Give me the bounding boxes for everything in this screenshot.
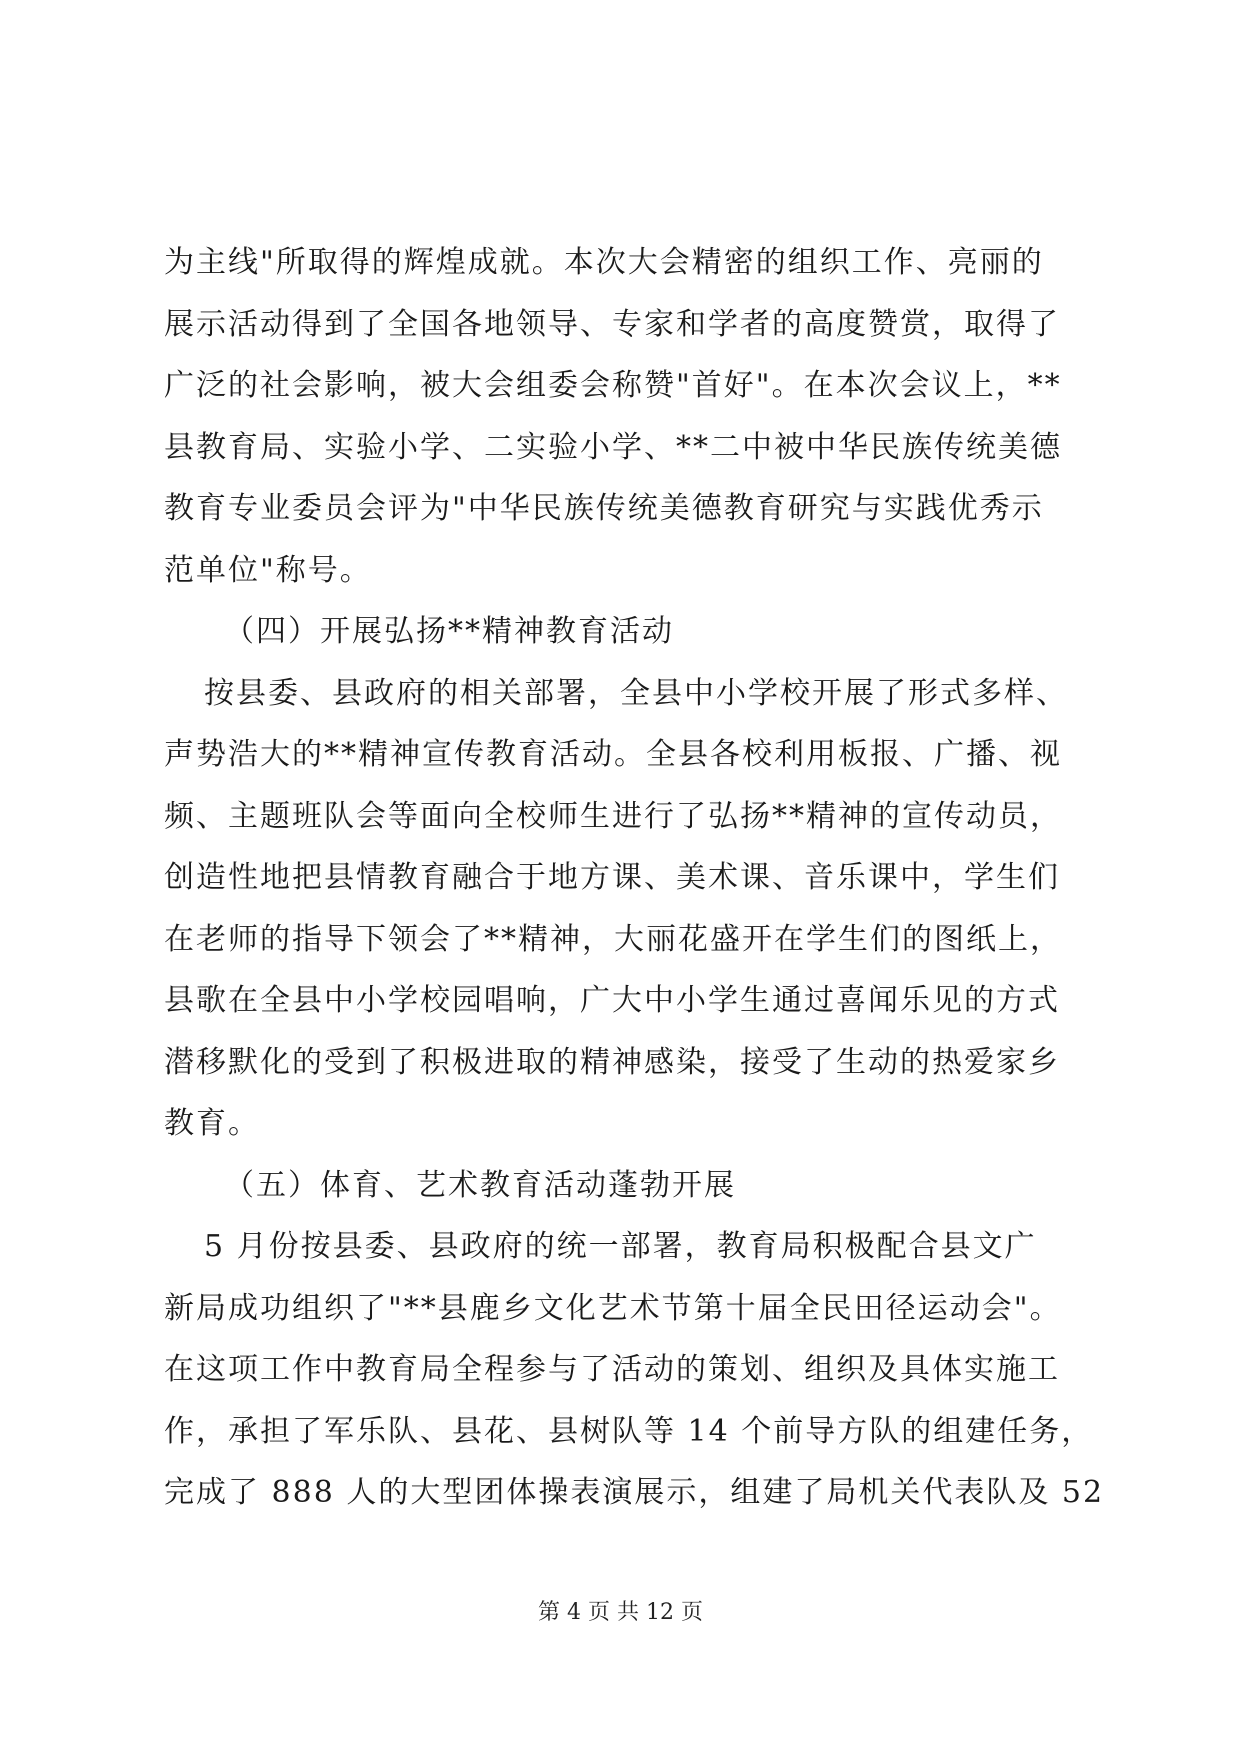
body-line: 为主线"所取得的辉煌成就。本次大会精密的组织工作、亮丽的 bbox=[164, 245, 1044, 280]
body-line: 教育。 bbox=[164, 1106, 260, 1141]
body-line: 频、主题班队会等面向全校师生进行了弘扬**精神的宣传动员， bbox=[164, 798, 1062, 834]
body-line: 声势浩大的**精神宣传教育活动。全县各校利用板报、广播、视 bbox=[164, 737, 1062, 772]
body-line: 县教育局、实验小学、二实验小学、**二中被中华民族传统美德 bbox=[164, 429, 1062, 465]
body-line: 创造性地把县情教育融合于地方课、美术课、音乐课中，学生们 bbox=[164, 860, 1060, 895]
paragraph-first-line: 按县委、县政府的相关部署，全县中小学校开展了形式多样、 bbox=[204, 675, 1068, 711]
body-line: 教育专业委员会评为"中华民族传统美德教育研究与实践优秀示 bbox=[164, 491, 1044, 526]
body-line: 在这项工作中教育局全程参与了活动的策划、组织及具体实施工 bbox=[164, 1352, 1060, 1387]
section-heading: （四）开展弘扬**精神教育活动 bbox=[224, 614, 674, 649]
body-line: 范单位"称号。 bbox=[164, 552, 372, 588]
body-line: 完成了 888 人的大型团体操表演展示，组建了局机关代表队及 52 bbox=[164, 1475, 1105, 1510]
section-heading: （五）体育、艺术教育活动蓬勃开展 bbox=[224, 1167, 736, 1203]
body-line: 展示活动得到了全国各地领导、专家和学者的高度赞赏，取得了 bbox=[164, 306, 1060, 342]
page-footer: 第 4 页 共 12 页 bbox=[538, 1600, 703, 1625]
paragraph-first-line: 5 月份按县委、县政府的统一部署，教育局积极配合县文广 bbox=[204, 1229, 1037, 1264]
body-line: 作，承担了军乐队、县花、县树队等 14 个前导方队的组建任务， bbox=[164, 1413, 1094, 1449]
body-line: 潜移默化的受到了积极进取的精神感染，接受了生动的热爱家乡 bbox=[164, 1044, 1060, 1080]
body-line: 县歌在全县中小学校园唱响，广大中小学生通过喜闻乐见的方式 bbox=[164, 983, 1060, 1018]
body-line: 广泛的社会影响，被大会组委会称赞"首好"。在本次会议上，** bbox=[164, 368, 1062, 403]
document-body bbox=[164, 232, 1105, 1524]
body-line: 在老师的指导下领会了**精神，大丽花盛开在学生们的图纸上， bbox=[164, 921, 1062, 957]
body-line: 新局成功组织了"**县鹿乡文化艺术节第十届全民田径运动会"。 bbox=[164, 1290, 1062, 1326]
